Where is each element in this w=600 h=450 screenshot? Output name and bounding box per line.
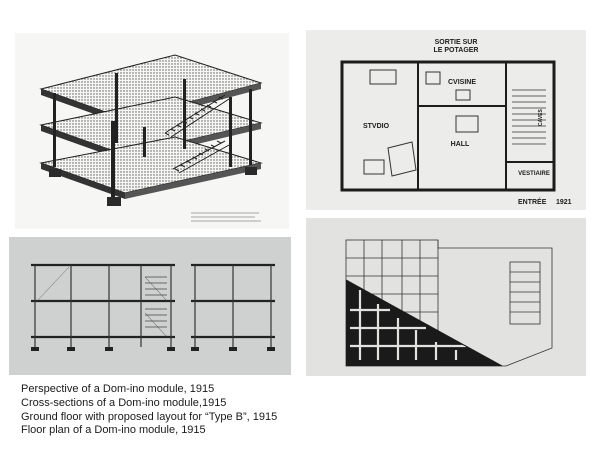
label-vestiaire: VESTIAIRE [518, 171, 550, 177]
caption-floor-plan: Floor plan of a Dom-ino module, 1915 [21, 424, 206, 437]
ground-floor-plan [306, 30, 586, 210]
label-caves: CAVES [538, 109, 544, 126]
floor-plan-structure [306, 218, 586, 376]
label-cuisine: CVISINE [447, 79, 477, 86]
label-entree: ENTRÉE [518, 199, 547, 206]
caption-ground-floor: Ground floor with proposed layout for “Type B”, 1915 [21, 410, 278, 423]
label-studio: STVDIO [362, 123, 390, 130]
label-hall: HALL [450, 141, 470, 148]
caption-list [21, 383, 581, 438]
caption-cross-sections: Cross-sections of a Dom-ino module,1915 [21, 396, 227, 409]
perspective-drawing [15, 33, 289, 229]
label-sortie: SORTIE SUR [434, 39, 478, 46]
label-potager: LE POTAGER [433, 47, 479, 54]
caption-perspective: Perspective of a Dom-ino module, 1915 [21, 383, 215, 395]
cross-sections-drawing [9, 237, 291, 375]
label-year: 1921 [556, 199, 572, 206]
